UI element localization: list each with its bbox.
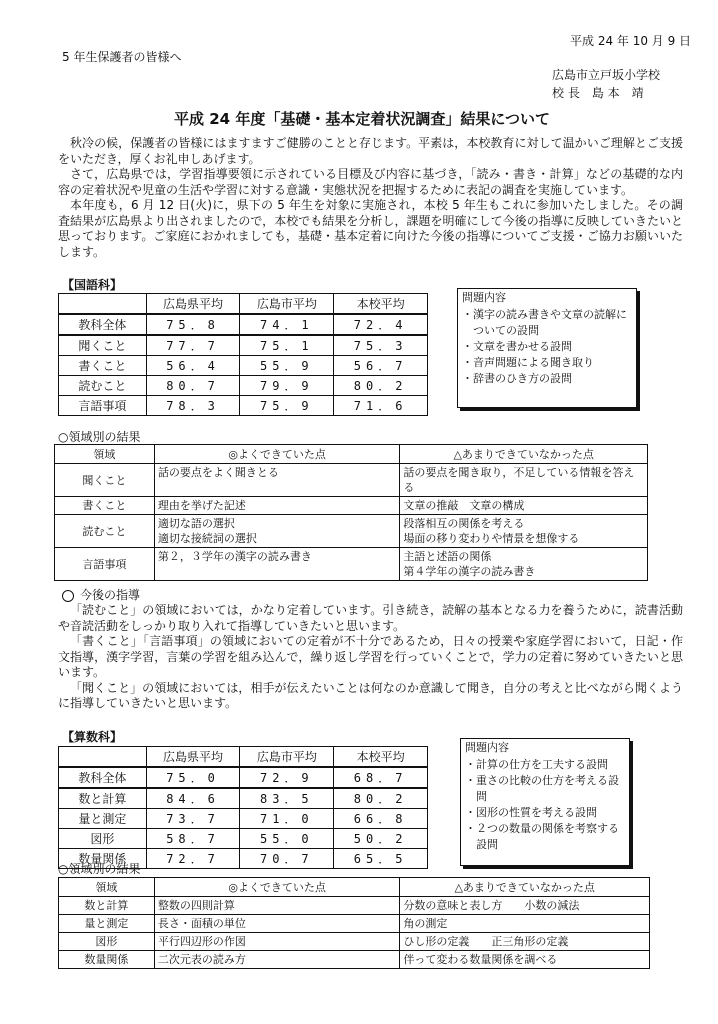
cell-line: 整数の四則計算 — [157, 899, 235, 912]
score-cell: 58．7 — [146, 829, 240, 849]
problem-item: ・ 辞書のひき方の設問 — [462, 371, 632, 387]
domain-name: 書くこと — [55, 497, 155, 515]
problem-list — [465, 757, 625, 853]
intro-section — [58, 136, 683, 260]
cell-line: 平行四辺形の作図 — [157, 935, 246, 948]
problem-item: ・ 漢字の読み書きや文章の読解についての設問 — [462, 307, 632, 339]
math-domain-table — [58, 877, 650, 969]
guidance-paragraph: 「読むこと」の領域においては，かなり定着しています。引き続き，読解の基本となる力を養うために，読書活動や音読活動をしっかり取り入れて指導していきたいと思います。 — [58, 603, 683, 633]
math-section-label: 【算数科】 — [62, 730, 123, 744]
cell-line: 伴って変わる数量関係を調べる — [403, 953, 558, 966]
problem-item: ・ 重さの比較の仕方を考える設問 — [465, 773, 625, 805]
cell-line: 角の測定 — [403, 917, 448, 930]
row-label: 数量関係 — [59, 849, 147, 869]
column-header: 本校平均 — [334, 747, 428, 768]
score-cell: 75．9 — [240, 396, 334, 416]
table-row — [59, 809, 428, 829]
table-row — [59, 788, 428, 809]
table-row — [59, 335, 428, 356]
problem-box-title: 問題内容 — [465, 741, 509, 754]
table-header-row — [59, 294, 428, 315]
recipient-line: 5 年生保護者の皆様へ — [62, 50, 182, 64]
row-label: 聞くこと — [59, 335, 147, 356]
good-points-cell — [154, 897, 400, 915]
score-cell: 74．1 — [240, 314, 334, 335]
cell-line: 文章の推敲 文章の構成 — [403, 499, 525, 512]
domain-name: 量と測定 — [59, 915, 155, 933]
column-header: 領域 — [55, 445, 155, 464]
score-cell: 77．7 — [146, 335, 240, 356]
row-label: 数と計算 — [59, 788, 147, 809]
good-points-cell — [154, 515, 400, 548]
problem-box-title: 問題内容 — [462, 291, 506, 304]
column-header — [59, 747, 147, 768]
row-label: 教科全体 — [59, 314, 147, 335]
cell-line: 理由を挙げた記述 — [157, 499, 246, 512]
score-cell: 71．0 — [240, 809, 334, 829]
table-row — [59, 933, 650, 951]
math-problem-box — [460, 738, 630, 866]
table-row — [59, 829, 428, 849]
score-cell: 83．5 — [240, 788, 334, 809]
good-points-cell — [154, 933, 400, 951]
domain-name: 数と計算 — [59, 897, 155, 915]
cell-line: 適切な語の選択 — [157, 517, 235, 530]
score-cell: 50．2 — [334, 829, 428, 849]
score-cell: 78．3 — [146, 396, 240, 416]
cell-line: 第２，３学年の漢字の読み書き — [157, 550, 312, 563]
principal-name: 校 長 島 本 靖 — [552, 86, 644, 100]
table-row — [59, 767, 428, 788]
table-row — [55, 548, 648, 581]
cell-line: ひし形の定義 正三角形の定義 — [403, 935, 569, 948]
japanese-score-table — [58, 293, 428, 416]
score-cell: 55．9 — [240, 356, 334, 376]
weak-points-cell — [400, 464, 648, 497]
cell-line: 二次元表の読み方 — [157, 953, 246, 966]
score-cell: 73．7 — [146, 809, 240, 829]
table-row — [55, 464, 648, 497]
good-points-cell — [154, 464, 400, 497]
guidance-section — [58, 603, 683, 712]
guidance-paragraph: 「聞くこと」の領域においては，相手が伝えたいことは何なのか意識して聞き，自分の考えと比べながら聞くように指導していきたいと思います。 — [58, 680, 683, 710]
score-cell: 68．7 — [334, 767, 428, 788]
score-cell: 72．9 — [240, 767, 334, 788]
japanese-problem-box — [457, 288, 637, 408]
cell-line: 場面の移り変わりや情景を想像する — [403, 532, 580, 545]
column-header: △あまりできていなかった点 — [400, 445, 648, 464]
cell-line: 主語と述語の関係 — [403, 550, 492, 563]
document-title: 平成 24 年度「基礎・基本定着状況調査」結果について — [174, 110, 551, 128]
table-row — [59, 376, 428, 396]
domain-name: 聞くこと — [55, 464, 155, 497]
cell-line: 適切な接続詞の選択 — [157, 532, 257, 545]
weak-points-cell — [400, 897, 650, 915]
domain-name: 図形 — [59, 933, 155, 951]
cell-line: 話の要点をよく聞きとる — [157, 466, 279, 479]
column-header: 広島市平均 — [240, 747, 334, 768]
weak-points-cell — [400, 497, 648, 515]
column-header: 広島県平均 — [146, 294, 240, 315]
weak-points-cell — [400, 951, 650, 969]
column-header: ◎よくできていた点 — [154, 445, 400, 464]
table-row — [59, 396, 428, 416]
good-points-cell — [154, 497, 400, 515]
problem-list — [462, 307, 632, 387]
document-date: 平成 24 年 10 月 9 日 — [570, 34, 692, 48]
score-cell: 66．8 — [334, 809, 428, 829]
problem-item: ・ 音声問題による聞き取り — [462, 355, 632, 371]
domain-name: 数量関係 — [59, 951, 155, 969]
cell-line: 長さ・面積の単位 — [157, 917, 246, 930]
column-header: 領域 — [59, 878, 155, 897]
score-cell: 80．7 — [146, 376, 240, 396]
intro-paragraph: 秋冷の候，保護者の皆様にはますますご健勝のことと存じます。平素は，本校教育に対して温かいご理解とご支援をいただき，厚くお礼申しあげます。 — [58, 136, 683, 166]
weak-points-cell — [400, 915, 650, 933]
score-cell: 72．7 — [146, 849, 240, 869]
score-cell: 56．4 — [146, 356, 240, 376]
weak-points-cell — [400, 515, 648, 548]
table-header-row — [59, 747, 428, 768]
score-cell: 75．3 — [334, 335, 428, 356]
guidance-paragraph: 「書くこと」「言語事項」の領域においての定着が不十分であるため，日々の授業や家庭学習において，日記・作文指導，漢字学習，言葉の学習を組み込んで，繰り返し学習を行っていくことで，学力の定着に努めていきたいと思います。 — [58, 634, 683, 679]
table-row — [55, 515, 648, 548]
problem-item: ・ ２つの数量の関係を考察する設問 — [465, 821, 625, 853]
table-row — [55, 497, 648, 515]
column-header: 広島県平均 — [146, 747, 240, 768]
score-cell: 75．1 — [240, 335, 334, 356]
column-header: ◎よくできていた点 — [154, 878, 400, 897]
score-cell: 80．2 — [334, 788, 428, 809]
score-cell: 75．0 — [146, 767, 240, 788]
table-header-row — [55, 445, 648, 464]
row-label: 図形 — [59, 829, 147, 849]
score-cell: 72．4 — [334, 314, 428, 335]
japanese-section-label: 【国語科】 — [62, 278, 123, 292]
column-header: 本校平均 — [334, 294, 428, 315]
intro-paragraph: 本年度も，6 月 12 日(火)に，県下の 5 年生を対象に実施され，本校 5 年生もこれに参加いたしました。その調査結果が広島県より出されましたので，本校でも結果を分析し，課題を明確にして今後の指導に反映していきたいと思っております。ご家庭におかれましても，基礎・基本定着に向けた今後の指導についてご支援・ご協力お願いいたします。 — [58, 198, 683, 259]
cell-line: 話の要点を聞き取り，不足している情報を答える — [403, 466, 635, 494]
column-header: 広島市平均 — [240, 294, 334, 315]
score-cell: 70．7 — [240, 849, 334, 869]
intro-paragraph: さて，広島県では，学習指導要領に示されている目標及び内容に基づき，「読み・書き・計算」などの基礎的な内容の定着状況や児童の生活や学習に対する意識・実態状況を把握するために表記の調査を実施しています。 — [58, 167, 683, 197]
cell-line: 段落相互の関係を考える — [403, 517, 525, 530]
row-label: 言語事項 — [59, 396, 147, 416]
table-row — [59, 356, 428, 376]
domain-name: 読むこと — [55, 515, 155, 548]
domain-name: 言語事項 — [55, 548, 155, 581]
problem-item: ・ 図形の性質を考える設問 — [465, 805, 625, 821]
japanese-domain-table — [54, 444, 648, 581]
score-cell: 65．5 — [334, 849, 428, 869]
weak-points-cell — [400, 548, 648, 581]
score-cell: 80．2 — [334, 376, 428, 396]
score-cell: 56．7 — [334, 356, 428, 376]
good-points-cell — [154, 548, 400, 581]
table-header-row — [59, 878, 650, 897]
school-name: 広島市立戸坂小学校 — [552, 68, 661, 82]
circle-bullet-icon — [62, 590, 74, 602]
row-label: 教科全体 — [59, 767, 147, 788]
score-cell: 55．0 — [240, 829, 334, 849]
table-row — [59, 314, 428, 335]
column-header — [59, 294, 147, 315]
score-cell: 71．6 — [334, 396, 428, 416]
guidance-heading: 今後の指導 — [80, 588, 141, 602]
cell-line: 第４学年の漢字の読み書き — [403, 565, 536, 578]
column-header: △あまりできていなかった点 — [400, 878, 650, 897]
good-points-cell — [154, 951, 400, 969]
problem-item: ・ 文章を書かせる設問 — [462, 339, 632, 355]
japanese-domain-title: ○領域別の結果 — [58, 430, 141, 444]
table-row — [59, 951, 650, 969]
math-score-table — [58, 746, 428, 869]
problem-item: ・ 計算の仕方を工夫する設問 — [465, 757, 625, 773]
cell-line: 分数の意味と表し方 小数の減法 — [403, 899, 580, 912]
math-domain-title: ○領域別の結果 — [58, 862, 141, 876]
row-label: 量と測定 — [59, 809, 147, 829]
score-cell: 79．9 — [240, 376, 334, 396]
good-points-cell — [154, 915, 400, 933]
score-cell: 75．8 — [146, 314, 240, 335]
row-label: 読むこと — [59, 376, 147, 396]
row-label: 書くこと — [59, 356, 147, 376]
score-cell: 84．6 — [146, 788, 240, 809]
weak-points-cell — [400, 933, 650, 951]
table-row — [59, 897, 650, 915]
table-row — [59, 915, 650, 933]
